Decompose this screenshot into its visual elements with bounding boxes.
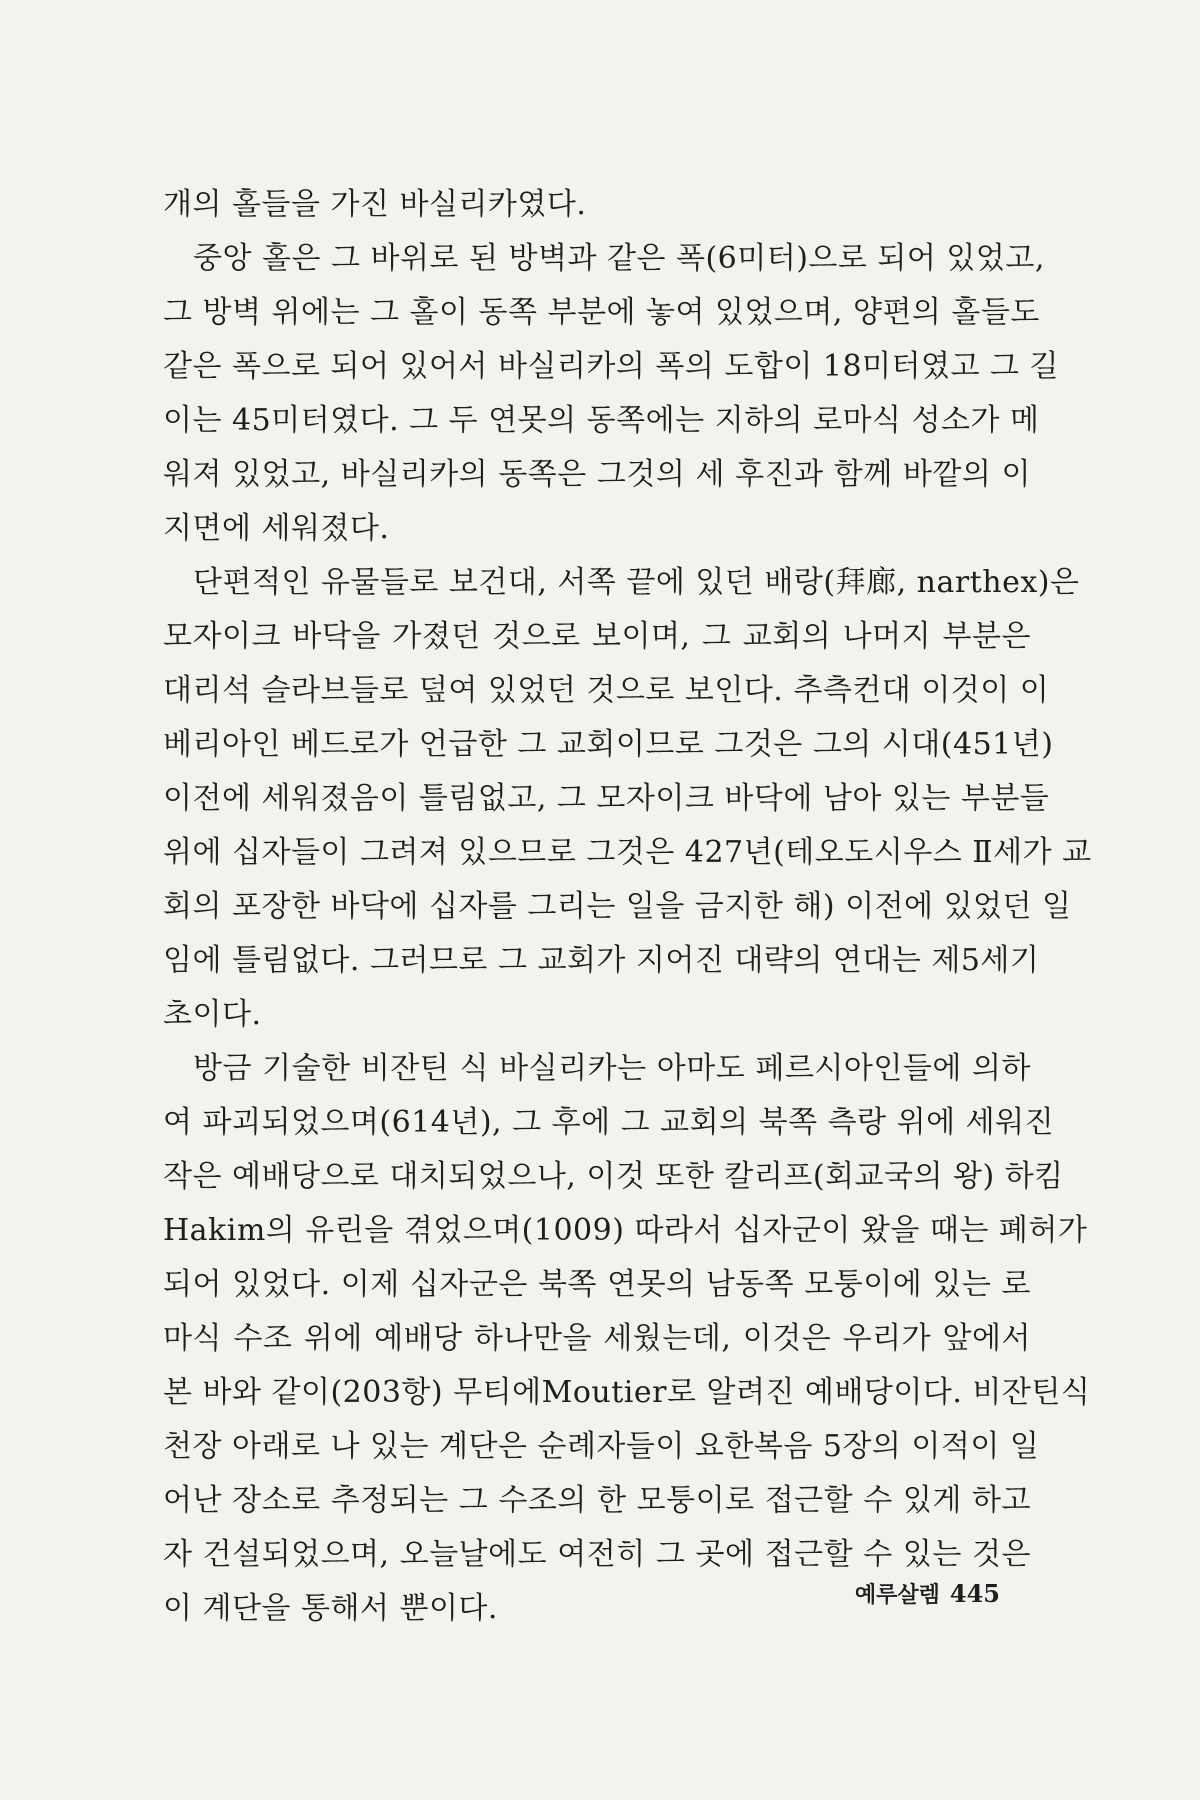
text-line: 지면에 세워졌다. <box>163 511 390 546</box>
text-line: 작은 예배당으로 대치되었으나, 이것 또한 칼리프(회교국의 왕) 하킴 <box>163 1159 1064 1194</box>
text-line: 어난 장소로 추정되는 그 수조의 한 모퉁이로 접근할 수 있게 하고 <box>163 1483 1031 1518</box>
text-line: 이 계단을 통해서 뿐이다. <box>163 1591 498 1626</box>
page-footer <box>855 1578 1000 1609</box>
text-line: 모자이크 바닥을 가졌던 것으로 보이며, 그 교회의 나머지 부분은 <box>163 619 1031 654</box>
running-title: 예루살렘 <box>854 1583 940 1608</box>
text-line: 회의 포장한 바닥에 십자를 그리는 일을 금지한 해) 이전에 있었던 일 <box>163 889 1072 924</box>
text-line: 자 건설되었으며, 오늘날에도 여전히 그 곳에 접근할 수 있는 것은 <box>163 1537 1031 1572</box>
text-line: 되어 있었다. 이제 십자군은 북쪽 연못의 남동쪽 모퉁이에 있는 로 <box>163 1267 1031 1302</box>
text-line: Hakim의 유린을 겪었으며(1009) 따라서 십자군이 왔을 때는 폐허가 <box>163 1213 1088 1248</box>
text-line: 이는 45미터였다. 그 두 연못의 동쪽에는 지하의 로마식 성소가 메 <box>163 403 1040 438</box>
text-line: 베리아인 베드로가 언급한 그 교회이므로 그것은 그의 시대(451년) <box>163 727 1054 762</box>
text-line: 단편적인 유물들로 보건대, 서쪽 끝에 있던 배랑(拜廊, narthex)은 <box>193 565 1080 600</box>
text-line: 중앙 홀은 그 바위로 된 방벽과 같은 폭(6미터)으로 되어 있었고, <box>193 241 1045 276</box>
text-line: 여 파괴되었으며(614년), 그 후에 그 교회의 북쪽 측랑 위에 세워진 <box>163 1105 1055 1140</box>
text-line: 마식 수조 위에 예배당 하나만을 세웠는데, 이것은 우리가 앞에서 <box>163 1321 1031 1356</box>
text-line: 워져 있었고, 바실리카의 동쪽은 그것의 세 후진과 함께 바깥의 이 <box>163 457 1031 492</box>
text-line: 임에 틀림없다. 그러므로 그 교회가 지어진 대략의 연대는 제5세기 <box>163 943 1040 978</box>
body-text <box>163 178 1092 1636</box>
text-line: 초이다. <box>163 997 262 1032</box>
text-line: 본 바와 같이(203항) 무티에Moutier로 알려진 예배당이다. 비잔틴식 <box>163 1375 1091 1410</box>
text-line: 천장 아래로 나 있는 계단은 순례자들이 요한복음 5장의 이적이 일 <box>163 1429 1040 1464</box>
text-line: 방금 기술한 비잔틴 식 바실리카는 아마도 페르시아인들에 의하 <box>193 1051 1031 1086</box>
text-line: 대리석 슬라브들로 덮여 있었던 것으로 보인다. 추측컨대 이것이 이 <box>163 673 1050 708</box>
text-line: 그 방벽 위에는 그 홀이 동쪽 부분에 놓여 있었으며, 양편의 홀들도 <box>163 295 1040 330</box>
text-line: 개의 홀들을 가진 바실리카였다. <box>163 187 587 222</box>
page-number: 445 <box>949 1579 1000 1608</box>
text-line: 위에 십자들이 그려져 있으므로 그것은 427년(테오도시우스 Ⅱ세가 교 <box>163 835 1092 870</box>
text-line: 이전에 세워졌음이 틀림없고, 그 모자이크 바닥에 남아 있는 부분들 <box>163 781 1050 816</box>
text-line: 같은 폭으로 되어 있어서 바실리카의 폭의 도합이 18미터였고 그 길 <box>163 349 1059 384</box>
